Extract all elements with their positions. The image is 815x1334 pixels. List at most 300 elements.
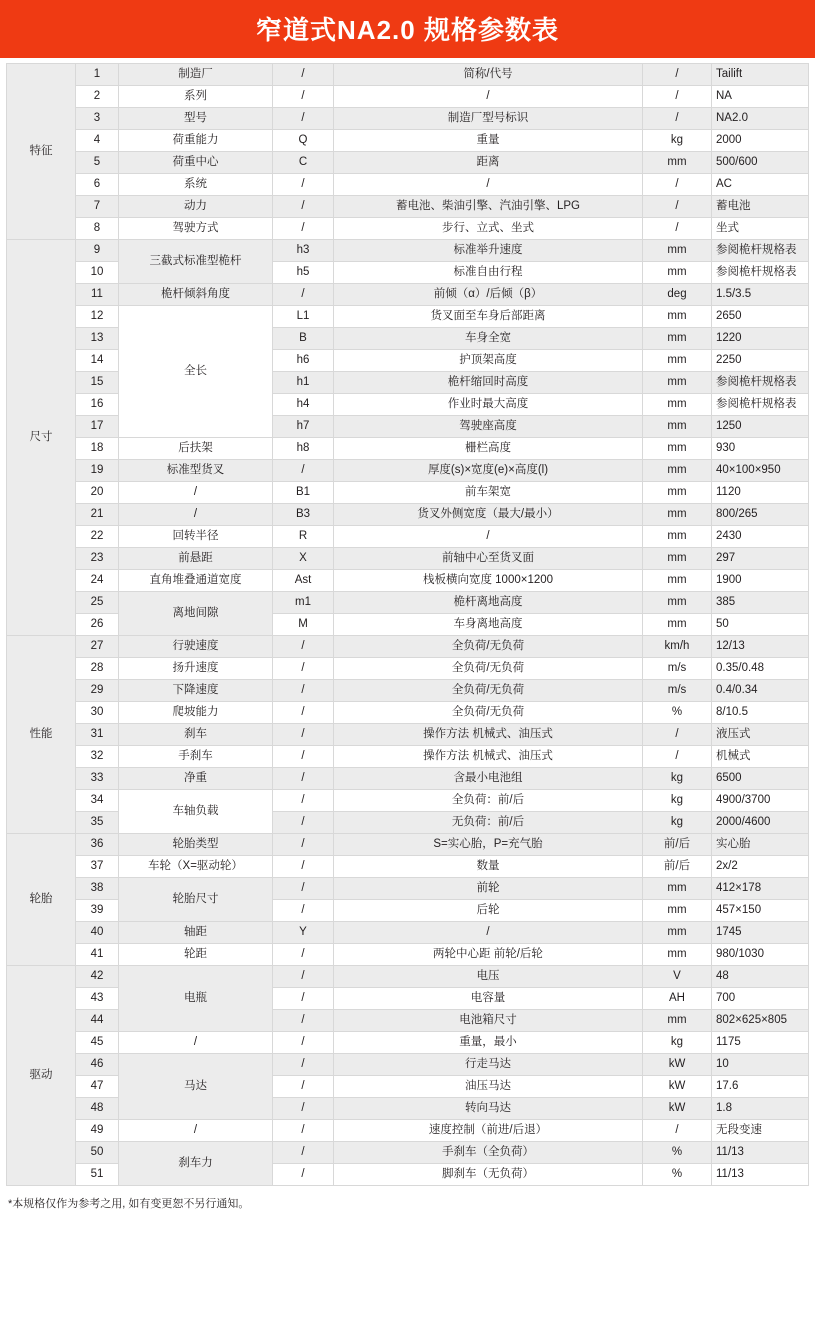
page-title: 窄道式NA2.0 规格参数表 [0, 0, 815, 58]
row-number: 32 [76, 746, 119, 768]
description-cell: 作业时最大高度 [334, 394, 643, 416]
unit-cell: mm [643, 944, 712, 966]
table-row [7, 130, 809, 152]
row-number: 7 [76, 196, 119, 218]
symbol-cell: / [273, 724, 334, 746]
table-body [7, 64, 809, 1186]
row-number: 42 [76, 966, 119, 988]
symbol-cell: h8 [273, 438, 334, 460]
row-number: 26 [76, 614, 119, 636]
group-label: 尺寸 [7, 240, 76, 636]
unit-cell: V [643, 966, 712, 988]
value-cell: 297 [712, 548, 809, 570]
value-cell: 457×150 [712, 900, 809, 922]
item-name: 制造厂 [119, 64, 273, 86]
table-row [7, 1032, 809, 1054]
description-cell: 前车架宽 [334, 482, 643, 504]
unit-cell: m/s [643, 658, 712, 680]
item-name: / [119, 1120, 273, 1142]
unit-cell: kW [643, 1076, 712, 1098]
row-number: 35 [76, 812, 119, 834]
description-cell: 前倾（α）/后倾（β） [334, 284, 643, 306]
unit-cell: kg [643, 790, 712, 812]
symbol-cell: / [273, 1120, 334, 1142]
table-row [7, 834, 809, 856]
table-row [7, 768, 809, 790]
value-cell: 实心胎 [712, 834, 809, 856]
symbol-cell: / [273, 746, 334, 768]
row-number: 41 [76, 944, 119, 966]
symbol-cell: / [273, 856, 334, 878]
table-row [7, 108, 809, 130]
unit-cell: mm [643, 306, 712, 328]
symbol-cell: X [273, 548, 334, 570]
description-cell: 制造厂型号标识 [334, 108, 643, 130]
unit-cell: mm [643, 614, 712, 636]
row-number: 20 [76, 482, 119, 504]
unit-cell: / [643, 196, 712, 218]
description-cell: 电池箱尺寸 [334, 1010, 643, 1032]
unit-cell: 前/后 [643, 856, 712, 878]
symbol-cell: / [273, 284, 334, 306]
symbol-cell: h4 [273, 394, 334, 416]
description-cell: 桅杆缩回时高度 [334, 372, 643, 394]
unit-cell: mm [643, 878, 712, 900]
row-number: 49 [76, 1120, 119, 1142]
table-row [7, 878, 809, 900]
unit-cell: / [643, 1120, 712, 1142]
group-label: 性能 [7, 636, 76, 834]
unit-cell: kg [643, 1032, 712, 1054]
description-cell: 行走马达 [334, 1054, 643, 1076]
item-name: 行驶速度 [119, 636, 273, 658]
row-number: 9 [76, 240, 119, 262]
unit-cell: kg [643, 768, 712, 790]
row-number: 8 [76, 218, 119, 240]
unit-cell: % [643, 1164, 712, 1186]
table-row [7, 570, 809, 592]
item-name: 刹车力 [119, 1142, 273, 1186]
item-name: 爬坡能力 [119, 702, 273, 724]
unit-cell: mm [643, 900, 712, 922]
symbol-cell: / [273, 900, 334, 922]
value-cell: 无段变速 [712, 1120, 809, 1142]
symbol-cell: / [273, 834, 334, 856]
unit-cell: mm [643, 504, 712, 526]
symbol-cell: / [273, 1010, 334, 1032]
table-row [7, 1120, 809, 1142]
unit-cell: / [643, 746, 712, 768]
symbol-cell: / [273, 1054, 334, 1076]
unit-cell: mm [643, 350, 712, 372]
description-cell: / [334, 526, 643, 548]
description-cell: 蓄电池、柴油引擎、汽油引擎、LPG [334, 196, 643, 218]
symbol-cell: / [273, 812, 334, 834]
table-row [7, 966, 809, 988]
symbol-cell: h1 [273, 372, 334, 394]
symbol-cell: / [273, 174, 334, 196]
table-row [7, 658, 809, 680]
symbol-cell: Q [273, 130, 334, 152]
table-row [7, 152, 809, 174]
row-number: 40 [76, 922, 119, 944]
symbol-cell: / [273, 1164, 334, 1186]
row-number: 27 [76, 636, 119, 658]
value-cell: 8/10.5 [712, 702, 809, 724]
symbol-cell: B1 [273, 482, 334, 504]
description-cell: / [334, 922, 643, 944]
unit-cell: mm [643, 460, 712, 482]
item-name: 马达 [119, 1054, 273, 1120]
value-cell: 机械式 [712, 746, 809, 768]
group-label: 驱动 [7, 966, 76, 1186]
description-cell: 速度控制（前进/后退） [334, 1120, 643, 1142]
item-name: 驾驶方式 [119, 218, 273, 240]
item-name: 荷重能力 [119, 130, 273, 152]
row-number: 15 [76, 372, 119, 394]
symbol-cell: / [273, 680, 334, 702]
symbol-cell: h6 [273, 350, 334, 372]
description-cell: 车身离地高度 [334, 614, 643, 636]
value-cell: 1120 [712, 482, 809, 504]
table-row [7, 306, 809, 328]
description-cell: 全负荷/无负荷 [334, 702, 643, 724]
row-number: 14 [76, 350, 119, 372]
value-cell: 17.6 [712, 1076, 809, 1098]
description-cell: 脚刹车（无负荷） [334, 1164, 643, 1186]
row-number: 12 [76, 306, 119, 328]
description-cell: 标准举升速度 [334, 240, 643, 262]
description-cell: 重量 [334, 130, 643, 152]
unit-cell: m/s [643, 680, 712, 702]
symbol-cell: / [273, 86, 334, 108]
table-row [7, 504, 809, 526]
value-cell: 参阅桅杆规格表 [712, 262, 809, 284]
row-number: 37 [76, 856, 119, 878]
unit-cell: AH [643, 988, 712, 1010]
symbol-cell: h3 [273, 240, 334, 262]
item-name: 车轮（X=驱动轮） [119, 856, 273, 878]
unit-cell: / [643, 108, 712, 130]
row-number: 23 [76, 548, 119, 570]
item-name: 前悬距 [119, 548, 273, 570]
table-row [7, 284, 809, 306]
unit-cell: / [643, 64, 712, 86]
table-row [7, 240, 809, 262]
value-cell: 2650 [712, 306, 809, 328]
description-cell: 含最小电池组 [334, 768, 643, 790]
description-cell: 货叉面至车身后部距离 [334, 306, 643, 328]
table-row [7, 724, 809, 746]
unit-cell: mm [643, 482, 712, 504]
description-cell: 电容量 [334, 988, 643, 1010]
description-cell: / [334, 86, 643, 108]
symbol-cell: h5 [273, 262, 334, 284]
unit-cell: % [643, 1142, 712, 1164]
footnote: *本规格仅作为参考之用, 如有变更恕不另行通知。 [8, 1198, 250, 1210]
row-number: 34 [76, 790, 119, 812]
table-row [7, 856, 809, 878]
symbol-cell: / [273, 768, 334, 790]
item-name: 手刹车 [119, 746, 273, 768]
table-row [7, 1054, 809, 1076]
item-name: 离地间隙 [119, 592, 273, 636]
item-name: 回转半径 [119, 526, 273, 548]
unit-cell: kg [643, 130, 712, 152]
item-name: 动力 [119, 196, 273, 218]
unit-cell: / [643, 218, 712, 240]
table-row [7, 636, 809, 658]
row-number: 17 [76, 416, 119, 438]
table-row [7, 218, 809, 240]
row-number: 4 [76, 130, 119, 152]
value-cell: 2250 [712, 350, 809, 372]
value-cell: 930 [712, 438, 809, 460]
item-name: 电瓶 [119, 966, 273, 1032]
value-cell: 液压式 [712, 724, 809, 746]
description-cell: 转向马达 [334, 1098, 643, 1120]
symbol-cell: / [273, 658, 334, 680]
item-name: 下降速度 [119, 680, 273, 702]
group-label: 轮胎 [7, 834, 76, 966]
description-cell: 步行、立式、坐式 [334, 218, 643, 240]
description-cell: 操作方法 机械式、油压式 [334, 724, 643, 746]
row-number: 6 [76, 174, 119, 196]
row-number: 2 [76, 86, 119, 108]
symbol-cell: Y [273, 922, 334, 944]
value-cell: NA2.0 [712, 108, 809, 130]
description-cell: 无负荷：前/后 [334, 812, 643, 834]
description-cell: 厚度(s)×宽度(e)×高度(l) [334, 460, 643, 482]
symbol-cell: / [273, 988, 334, 1010]
value-cell: 385 [712, 592, 809, 614]
row-number: 39 [76, 900, 119, 922]
item-name: / [119, 482, 273, 504]
symbol-cell: Ast [273, 570, 334, 592]
value-cell: 参阅桅杆规格表 [712, 372, 809, 394]
row-number: 46 [76, 1054, 119, 1076]
value-cell: Tailift [712, 64, 809, 86]
row-number: 11 [76, 284, 119, 306]
row-number: 13 [76, 328, 119, 350]
unit-cell: mm [643, 152, 712, 174]
row-number: 48 [76, 1098, 119, 1120]
item-name: 系列 [119, 86, 273, 108]
description-cell: 后轮 [334, 900, 643, 922]
row-number: 21 [76, 504, 119, 526]
symbol-cell: L1 [273, 306, 334, 328]
item-name: 轮胎尺寸 [119, 878, 273, 922]
table-row [7, 790, 809, 812]
table-row [7, 460, 809, 482]
row-number: 10 [76, 262, 119, 284]
specification-table [6, 63, 809, 1186]
value-cell: 0.35/0.48 [712, 658, 809, 680]
row-number: 45 [76, 1032, 119, 1054]
description-cell: 车身全宽 [334, 328, 643, 350]
unit-cell: km/h [643, 636, 712, 658]
symbol-cell: M [273, 614, 334, 636]
row-number: 3 [76, 108, 119, 130]
value-cell: 1900 [712, 570, 809, 592]
table-row [7, 526, 809, 548]
row-number: 30 [76, 702, 119, 724]
table-row [7, 746, 809, 768]
value-cell: 0.4/0.34 [712, 680, 809, 702]
description-cell: 全负荷：前/后 [334, 790, 643, 812]
description-cell: 简称/代号 [334, 64, 643, 86]
value-cell: 10 [712, 1054, 809, 1076]
item-name: 刹车 [119, 724, 273, 746]
item-name: 三截式标准型桅杆 [119, 240, 273, 284]
description-cell: 全负荷/无负荷 [334, 658, 643, 680]
description-cell: 数量 [334, 856, 643, 878]
description-cell: 操作方法 机械式、油压式 [334, 746, 643, 768]
symbol-cell: / [273, 1076, 334, 1098]
symbol-cell: / [273, 108, 334, 130]
value-cell: 12/13 [712, 636, 809, 658]
value-cell: 1.5/3.5 [712, 284, 809, 306]
unit-cell: / [643, 174, 712, 196]
unit-cell: mm [643, 592, 712, 614]
symbol-cell: R [273, 526, 334, 548]
unit-cell: mm [643, 328, 712, 350]
item-name: 轮距 [119, 944, 273, 966]
value-cell: 700 [712, 988, 809, 1010]
description-cell: 前轮 [334, 878, 643, 900]
description-cell: 栈板横向宽度 1000×1200 [334, 570, 643, 592]
value-cell: 48 [712, 966, 809, 988]
value-cell: 参阅桅杆规格表 [712, 394, 809, 416]
value-cell: 1175 [712, 1032, 809, 1054]
description-cell: 电压 [334, 966, 643, 988]
row-number: 18 [76, 438, 119, 460]
symbol-cell: / [273, 1032, 334, 1054]
row-number: 31 [76, 724, 119, 746]
description-cell: 距离 [334, 152, 643, 174]
symbol-cell: / [273, 460, 334, 482]
table-row [7, 680, 809, 702]
unit-cell: deg [643, 284, 712, 306]
unit-cell: kW [643, 1054, 712, 1076]
symbol-cell: / [273, 1142, 334, 1164]
row-number: 50 [76, 1142, 119, 1164]
value-cell: 2000/4600 [712, 812, 809, 834]
description-cell: 前轴中心至货叉面 [334, 548, 643, 570]
row-number: 22 [76, 526, 119, 548]
description-cell: 油压马达 [334, 1076, 643, 1098]
unit-cell: % [643, 702, 712, 724]
table-row [7, 922, 809, 944]
unit-cell: mm [643, 416, 712, 438]
item-name: 后扶架 [119, 438, 273, 460]
symbol-cell: B [273, 328, 334, 350]
description-cell: 手刹车（全负荷） [334, 1142, 643, 1164]
value-cell: 1220 [712, 328, 809, 350]
unit-cell: / [643, 86, 712, 108]
unit-cell: / [643, 724, 712, 746]
value-cell: 参阅桅杆规格表 [712, 240, 809, 262]
row-number: 51 [76, 1164, 119, 1186]
description-cell: 全负荷/无负荷 [334, 680, 643, 702]
symbol-cell: h7 [273, 416, 334, 438]
value-cell: 800/265 [712, 504, 809, 526]
description-cell: / [334, 174, 643, 196]
table-row [7, 592, 809, 614]
row-number: 29 [76, 680, 119, 702]
symbol-cell: / [273, 636, 334, 658]
value-cell: 2000 [712, 130, 809, 152]
item-name: 车轴负载 [119, 790, 273, 834]
table-row [7, 944, 809, 966]
value-cell: 1745 [712, 922, 809, 944]
row-number: 38 [76, 878, 119, 900]
value-cell: 40×100×950 [712, 460, 809, 482]
table-row [7, 86, 809, 108]
value-cell: 500/600 [712, 152, 809, 174]
table-row [7, 196, 809, 218]
value-cell: 11/13 [712, 1142, 809, 1164]
row-number: 43 [76, 988, 119, 1010]
value-cell: 50 [712, 614, 809, 636]
unit-cell: mm [643, 394, 712, 416]
symbol-cell: / [273, 966, 334, 988]
table-row [7, 548, 809, 570]
unit-cell: 前/后 [643, 834, 712, 856]
value-cell: 412×178 [712, 878, 809, 900]
symbol-cell: / [273, 218, 334, 240]
description-cell: 驾驶座高度 [334, 416, 643, 438]
value-cell: 坐式 [712, 218, 809, 240]
value-cell: 2430 [712, 526, 809, 548]
item-name: 轮胎类型 [119, 834, 273, 856]
unit-cell: mm [643, 240, 712, 262]
symbol-cell: / [273, 878, 334, 900]
table-row [7, 64, 809, 86]
item-name: / [119, 1032, 273, 1054]
row-number: 36 [76, 834, 119, 856]
row-number: 1 [76, 64, 119, 86]
symbol-cell: / [273, 702, 334, 724]
row-number: 5 [76, 152, 119, 174]
symbol-cell: / [273, 1098, 334, 1120]
description-cell: 标准自由行程 [334, 262, 643, 284]
row-number: 28 [76, 658, 119, 680]
item-name: 直角堆叠通道宽度 [119, 570, 273, 592]
value-cell: 蓄电池 [712, 196, 809, 218]
item-name: 型号 [119, 108, 273, 130]
table-row [7, 438, 809, 460]
unit-cell: mm [643, 570, 712, 592]
item-name: 扬升速度 [119, 658, 273, 680]
value-cell: 980/1030 [712, 944, 809, 966]
description-cell: 桅杆离地高度 [334, 592, 643, 614]
table-row [7, 702, 809, 724]
value-cell: 11/13 [712, 1164, 809, 1186]
row-number: 33 [76, 768, 119, 790]
item-name: 桅杆倾斜角度 [119, 284, 273, 306]
description-cell: 两轮中心距 前轮/后轮 [334, 944, 643, 966]
row-number: 24 [76, 570, 119, 592]
description-cell: 全负荷/无负荷 [334, 636, 643, 658]
value-cell: 1.8 [712, 1098, 809, 1120]
group-label: 特征 [7, 64, 76, 240]
unit-cell: mm [643, 526, 712, 548]
item-name: 全长 [119, 306, 273, 438]
description-cell: S=实心胎，P=充气胎 [334, 834, 643, 856]
symbol-cell: / [273, 944, 334, 966]
table-row [7, 174, 809, 196]
